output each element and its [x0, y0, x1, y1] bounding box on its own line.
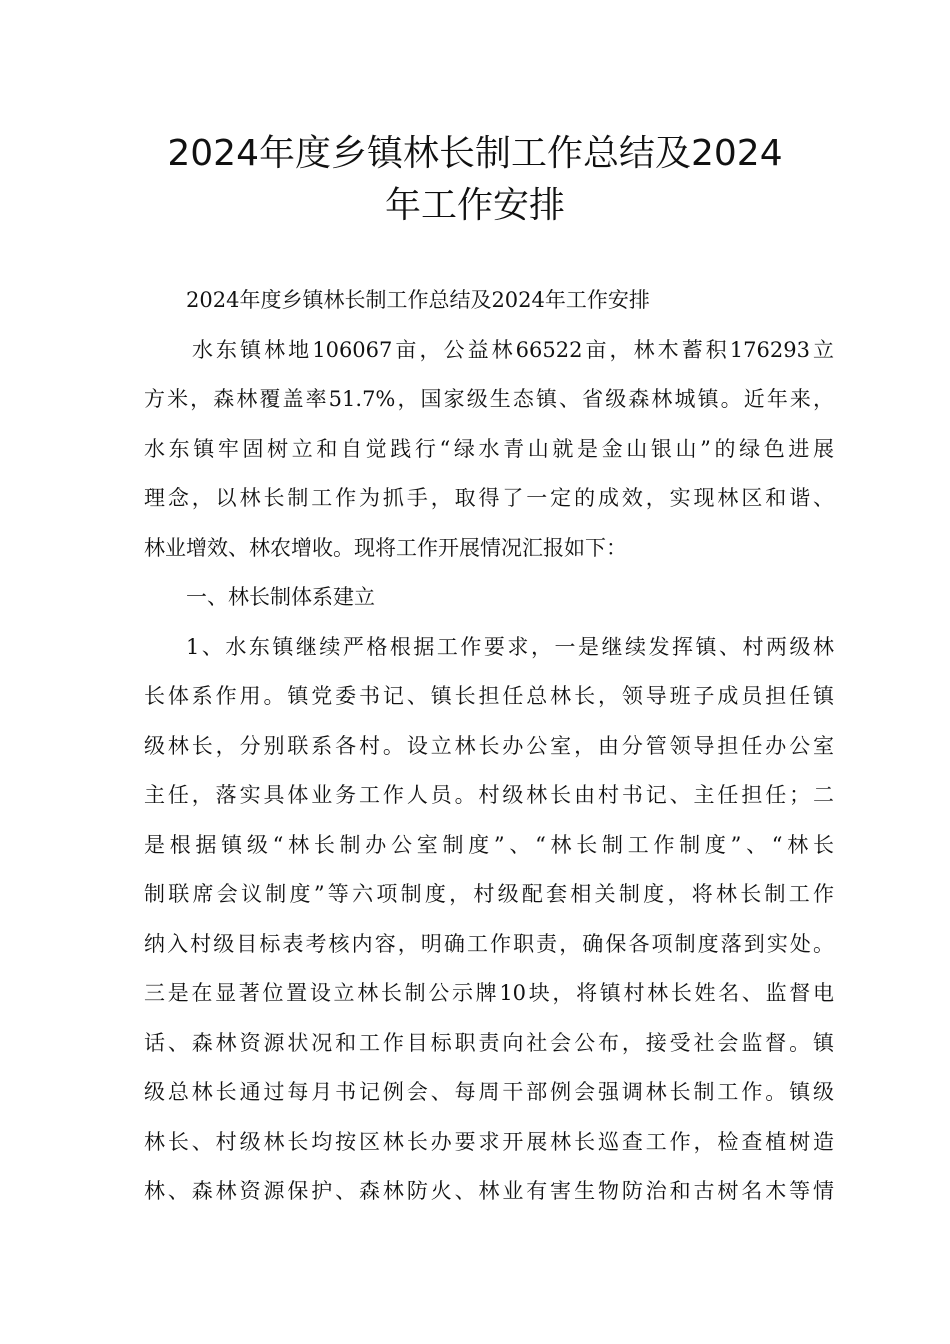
- paragraph-line: 林长、村级林长均按区林长办要求开展林长巡查工作，检查植树造: [144, 1129, 834, 1154]
- paragraph-line: 水东镇林地106067亩，公益林66522亩，林木蓄积176293立: [192, 337, 834, 362]
- document-body: [144, 276, 834, 1217]
- paragraph-line: 级林长，分别联系各村。设立林长办公室，由分管领导担任办公室: [144, 733, 834, 758]
- paragraph-line: 理念，以林长制工作为抓手，取得了一定的成效，实现林区和谐、: [144, 486, 834, 510]
- document-title: [120, 128, 830, 232]
- title-line-1: 2024年度乡镇林长制工作总结及2024: [167, 133, 783, 174]
- paragraph-line: 纳入村级目标表考核内容，明确工作职责，确保各项制度落到实处。: [144, 931, 834, 956]
- paragraph-line: 水东镇牢固树立和自觉践行“绿水青山就是金山银山”的绿色进展: [144, 436, 834, 461]
- paragraph-line: 主任，落实具体业务工作人员。村级林长由村书记、主任担任；二: [144, 783, 834, 807]
- title-line-2: 年工作安排: [384, 185, 565, 226]
- paragraph-line: 制联席会议制度”等六项制度，村级配套相关制度，将林长制工作: [144, 882, 834, 906]
- section-heading: 一、林长制体系建立: [186, 585, 375, 609]
- paragraph-line: 1、水东镇继续严格根据工作要求，一是继续发挥镇、村两级林: [186, 634, 834, 659]
- paragraph-line: 林业增效、林农增收。现将工作开展情况汇报如下：: [144, 535, 627, 560]
- subtitle-line: 2024年度乡镇林长制工作总结及2024年工作安排: [186, 288, 650, 312]
- paragraph-line: 长体系作用。镇党委书记、镇长担任总林长，领导班子成员担任镇: [144, 684, 834, 708]
- paragraph-line: 是根据镇级“林长制办公室制度”、“林长制工作制度”、“林长: [144, 832, 834, 857]
- paragraph-line: 级总林长通过每月书记例会、每周干部例会强调林长制工作。镇级: [144, 1080, 834, 1104]
- paragraph-line: 林、森林资源保护、森林防火、林业有害生物防治和古树名木等情: [144, 1179, 834, 1203]
- paragraph-line: 方米，森林覆盖率51.7%，国家级生态镇、省级森林城镇。近年来，: [144, 387, 834, 411]
- paragraph-line: 三是在显著位置设立林长制公示牌10块，将镇村林长姓名、监督电: [144, 981, 834, 1005]
- paragraph-line: 话、森林资源状况和工作目标职责向社会公布，接受社会监督。镇: [144, 1030, 834, 1055]
